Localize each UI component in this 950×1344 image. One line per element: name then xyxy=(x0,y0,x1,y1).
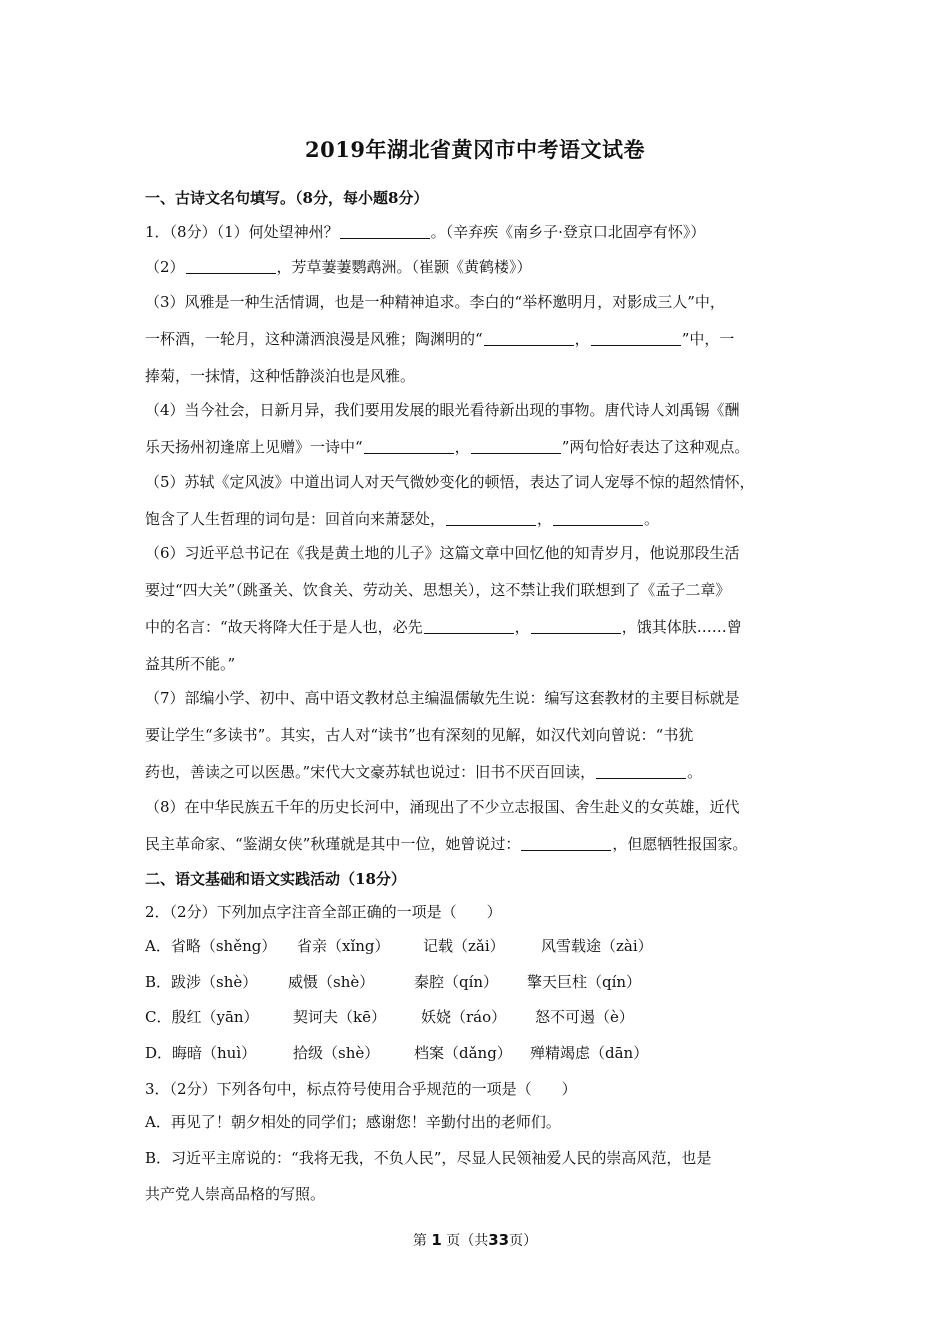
q2-option-a[interactable] xyxy=(145,936,653,956)
q1-line-12 xyxy=(145,617,742,637)
option-item: 拾级（shè） xyxy=(293,1044,380,1062)
text: ， xyxy=(537,510,553,528)
option-item: 威慑（shè） xyxy=(288,973,375,991)
page-number: 1 xyxy=(431,1231,442,1249)
text: 中的名言：“故天将降大任于是人也，必先 xyxy=(145,618,423,636)
answer-blank[interactable] xyxy=(591,331,681,346)
option-item: C．殷红（yān） xyxy=(145,1008,259,1026)
answer-blank[interactable] xyxy=(471,439,561,454)
text: ”中，一 xyxy=(681,330,735,348)
option-item: 秦腔（qín） xyxy=(414,973,499,991)
footer-text: 第 xyxy=(412,1233,427,1249)
q1-line-1 xyxy=(145,222,705,242)
answer-blank[interactable] xyxy=(340,224,430,239)
answer-blank[interactable] xyxy=(364,439,454,454)
text: 乐天扬州初逢席上见赠》一诗中“ xyxy=(145,438,363,456)
page-total: 33 xyxy=(488,1231,510,1249)
q3-option-b-line-1[interactable]: B．习近平主席说的：“我将无我，不负人民”，尽显人民领袖爱人民的崇高风范，也是 xyxy=(145,1149,712,1167)
q2-option-c[interactable] xyxy=(145,1007,634,1027)
option-item: 妖娆（ráo） xyxy=(421,1008,507,1026)
section-heading-2: 二、语文基础和语文实践活动（18分） xyxy=(145,870,406,888)
text: （2） xyxy=(145,258,185,276)
answer-blank[interactable] xyxy=(446,511,536,526)
option-item: D．晦暗（huì） xyxy=(145,1044,257,1062)
option-item: 擎天巨柱（qín） xyxy=(527,973,642,991)
q1-line-18 xyxy=(145,834,747,854)
text: 药也，善读之可以医愚。”宋代大文豪苏轼也说过：旧书不厌百回读， xyxy=(145,763,596,781)
q1-line-15: 要让学生“多读书”。其实，古人对“读书”也有深刻的见解，如汉代刘向曾说：“书犹 xyxy=(145,726,694,744)
text: ， xyxy=(574,330,590,348)
option-item: 契诃夫（kē） xyxy=(293,1008,386,1026)
text: 民主革命家、“鉴湖女侠”秋瑾就是其中一位，她曾说过： xyxy=(145,835,521,853)
q1-line-17: （8）在中华民族五千年的历史长河中，涌现出了不少立志报国、舍生赴义的女英雄，近代 xyxy=(145,798,740,816)
q1-line-2 xyxy=(145,257,532,277)
q1-line-10: （6）习近平总书记在《我是黄土地的儿子》这篇文章中回忆他的知青岁月，他说那段生活 xyxy=(145,544,740,562)
q1-line-4 xyxy=(145,329,734,349)
option-item: 殚精竭虑（dān） xyxy=(530,1044,649,1062)
answer-blank[interactable] xyxy=(521,836,611,851)
q1-line-13: 益其所不能。” xyxy=(145,655,236,673)
q1-line-7 xyxy=(145,437,749,457)
answer-blank[interactable] xyxy=(553,511,643,526)
answer-blank[interactable] xyxy=(484,331,574,346)
text: ”两句恰好表达了这种观点。 xyxy=(561,438,750,456)
q3-option-b-line-2: 共产党人崇高品格的写照。 xyxy=(145,1185,326,1203)
page-footer xyxy=(0,1230,950,1250)
q2-option-b[interactable] xyxy=(145,972,641,992)
footer-text: 页） xyxy=(509,1233,538,1249)
option-item: B．跋涉（shè） xyxy=(145,973,258,991)
q1-line-16 xyxy=(145,762,702,782)
answer-blank[interactable] xyxy=(424,619,514,634)
option-item: 省亲（xǐng） xyxy=(297,937,390,955)
text: 。 xyxy=(687,763,703,781)
q2-option-d[interactable] xyxy=(145,1043,648,1063)
q1-line-5: 捧菊，一抹情，这种恬静淡泊也是风雅。 xyxy=(145,367,416,385)
answer-blank[interactable] xyxy=(186,259,276,274)
option-item: 档案（dǎng） xyxy=(414,1044,512,1062)
text: 一杯酒，一轮月，这种潇洒浪漫是风雅；陶渊明的“ xyxy=(145,330,483,348)
answer-blank[interactable] xyxy=(531,619,621,634)
q1-line-9 xyxy=(145,509,659,529)
text: ，芳草萋萋鹦鹉洲。（崔颢《黄鹤楼》） xyxy=(276,258,532,276)
answer-blank[interactable] xyxy=(596,764,686,779)
text: ，但愿牺牲报国家。 xyxy=(612,835,748,853)
option-item: 怒不可遏（è） xyxy=(535,1008,634,1026)
option-item: 风雪载途（zài） xyxy=(541,937,653,955)
text: 。 xyxy=(644,510,660,528)
q1-line-11: 要过“四大关”（跳蚤关、饮食关、劳动关、思想关），这不禁让我们联想到了《孟子二章》 xyxy=(145,581,731,599)
q3-option-a[interactable]: A．再见了！朝夕相处的同学们；感谢您！辛勤付出的老师们。 xyxy=(145,1113,561,1131)
option-item: 记载（zǎi） xyxy=(423,937,505,955)
option-item: A．省略（shěng） xyxy=(145,937,277,955)
q1-line-3: （3）风雅是一种生活情调，也是一种精神追求。李白的“举杯邀明月，对影成三人”中， xyxy=(145,293,725,311)
q1-line-14: （7）部编小学、初中、高中语文教材总主编温儒敏先生说：编写这套教材的主要目标就是 xyxy=(145,689,740,707)
text: ， xyxy=(454,438,470,456)
q1-line-8: （5）苏轼《定风波》中道出词人对天气微妙变化的顿悟，表达了词人宠辱不惊的超然情怀， xyxy=(145,473,755,491)
page-title: 2019年湖北省黄冈市中考语文试卷 xyxy=(305,137,645,162)
q2-stem: 2．（2分）下列加点字注音全部正确的一项是（ ） xyxy=(145,903,502,921)
footer-text: 页（共 xyxy=(446,1233,489,1249)
text: 。（辛弃疾《南乡子·登京口北固亭有怀》） xyxy=(430,223,706,241)
text: 1．（8分）（1）何处望神州？ xyxy=(145,223,339,241)
text: 饱含了人生哲理的词句是：回首向来萧瑟处， xyxy=(145,510,446,528)
q3-stem: 3．（2分）下列各句中，标点符号使用合乎规范的一项是（ ） xyxy=(145,1080,577,1098)
text: ，饿其体肤……曾 xyxy=(621,618,742,636)
q1-line-6: （4）当今社会，日新月异，我们要用发展的眼光看待新出现的事物。唐代诗人刘禹锡《酬 xyxy=(145,401,740,419)
text: ， xyxy=(514,618,530,636)
section-heading-1: 一、古诗文名句填写。（8分，每小题8分） xyxy=(145,189,429,207)
